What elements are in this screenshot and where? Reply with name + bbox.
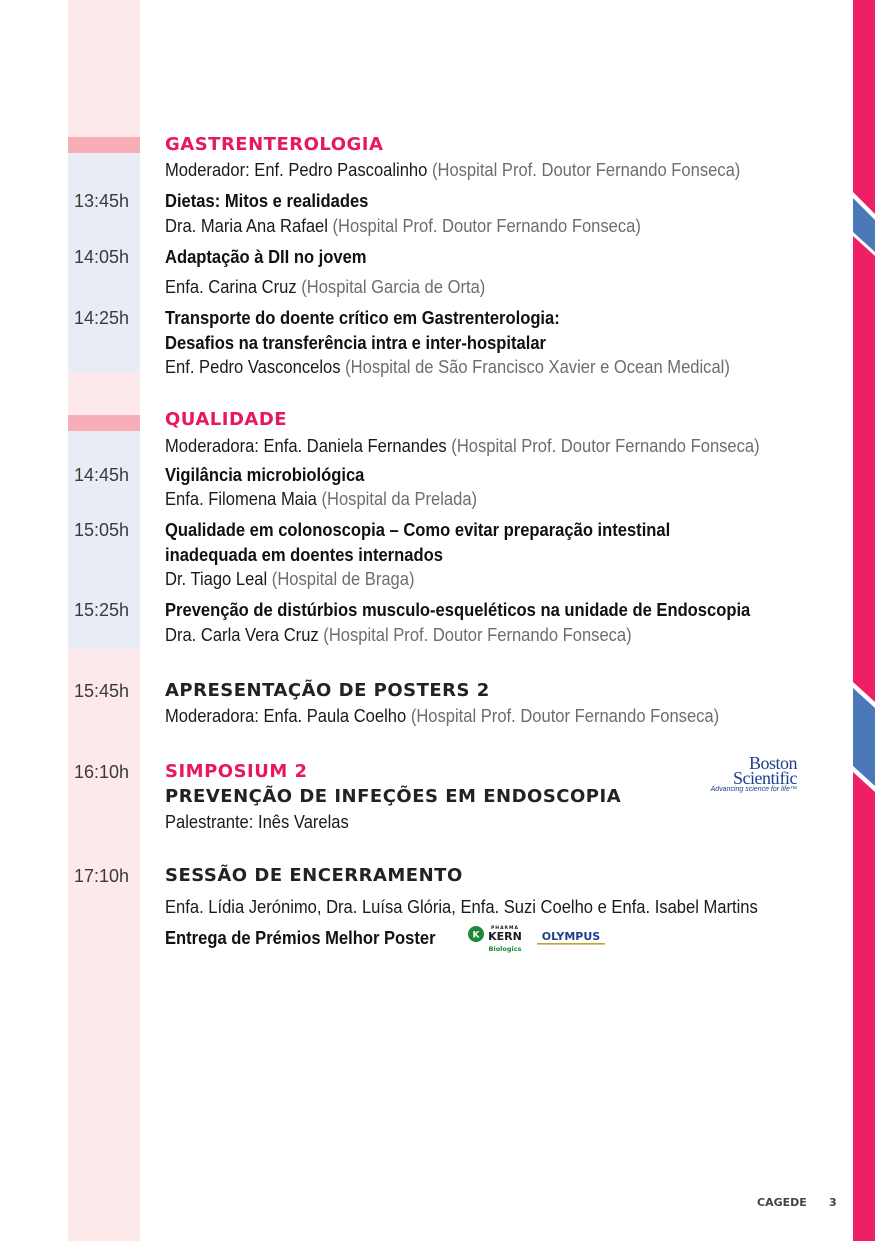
talk-title: Prevenção de distúrbios musculo-esqueléticos na unidade de Endoscopia [165, 600, 751, 620]
logo-text: Boston [748, 753, 797, 773]
kern-pharma-logo [467, 923, 525, 955]
section-title-closing: SESSÃO DE ENCERRAMENTO [165, 865, 463, 886]
page-number: 3 [829, 1196, 837, 1209]
time-column-band [68, 373, 140, 415]
moderator-institution: (Hospital Prof. Doutor Fernando Fonseca) [431, 160, 741, 180]
decorative-side-stripe [853, 0, 875, 1241]
time-column-band [68, 0, 140, 137]
moderator-name: Moderadora: Enfa. Daniela Fernandes [165, 436, 447, 456]
symposium-title: PREVENÇÃO DE INFEÇÕES EM ENDOSCOPIA [165, 786, 622, 807]
talk-title-line2: Desafios na transferência intra e inter-hospitalar [165, 333, 547, 353]
boston-scientific-logo [697, 753, 797, 800]
talk-time: 15:25h [74, 600, 130, 620]
section-bar-gastro [68, 137, 140, 153]
talk-speaker [165, 489, 477, 510]
talk-speaker [165, 625, 632, 646]
symposium-label: SIMPOSIUM 2 [165, 761, 308, 782]
talk-speaker [165, 216, 641, 237]
symposium-speaker: Palestrante: Inês Varelas [165, 812, 349, 832]
section-title-qualidade: QUALIDADE [165, 409, 288, 430]
talk-title-line1: Qualidade em colonoscopia – Como evitar preparação intestinal [165, 520, 671, 540]
talk-speaker [165, 357, 730, 378]
moderator-posters [165, 706, 719, 727]
speaker-name: Dra. Maria Ana Rafael [165, 216, 328, 236]
talk-speaker [165, 569, 414, 590]
posters-time: 15:45h [74, 681, 130, 701]
logo-text: PHARMA [491, 926, 519, 931]
speaker-name: Dr. Tiago Leal [165, 569, 268, 589]
logo-text: OLYMPUS [541, 930, 601, 943]
speaker-name: Enfa. Carina Cruz [165, 277, 297, 297]
olympus-logo [534, 928, 608, 948]
svg-text:K: K [472, 930, 480, 941]
time-column-band [68, 649, 140, 1241]
section-title-gastro: GASTRENTEROLOGIA [165, 134, 384, 155]
talk-time: 13:45h [74, 191, 130, 211]
moderator-name: Moderador: Enf. Pedro Pascoalinho [165, 160, 428, 180]
talk-title: Vigilância microbiológica [165, 465, 365, 485]
logo-text: KERN [488, 930, 522, 943]
moderator-gastro [165, 160, 740, 181]
speaker-institution: (Hospital da Prelada) [321, 489, 478, 509]
talk-speaker [165, 277, 485, 298]
symposium-time: 16:10h [74, 762, 130, 782]
speaker-institution: (Hospital Prof. Doutor Fernando Fonseca) [332, 216, 641, 236]
talk-time: 14:05h [74, 247, 130, 267]
speaker-institution: (Hospital de Braga) [271, 569, 415, 589]
speaker-name: Enf. Pedro Vasconcelos [165, 357, 341, 377]
logo-text: Scientific [733, 768, 797, 788]
awards-text: Entrega de Prémios Melhor Poster [165, 928, 436, 948]
section-title-posters: APRESENTAÇÃO DE POSTERS 2 [165, 680, 490, 701]
speaker-institution: (Hospital de São Francisco Xavier e Ocean Medical) [345, 357, 730, 377]
closing-time: 17:10h [74, 866, 130, 886]
moderator-institution: (Hospital Prof. Doutor Fernando Fonseca) [410, 706, 720, 726]
talk-time: 15:05h [74, 520, 130, 540]
speaker-institution: (Hospital Prof. Doutor Fernando Fonseca) [323, 625, 632, 645]
speaker-name: Dra. Carla Vera Cruz [165, 625, 319, 645]
talk-time: 14:25h [74, 308, 130, 328]
talk-title-line2: inadequada em doentes internados [165, 545, 443, 565]
section-bar-qualidade [68, 415, 140, 431]
moderator-qualidade [165, 436, 760, 457]
talk-time: 14:45h [74, 465, 130, 485]
footer-label: CAGEDE [757, 1196, 807, 1209]
logo-tagline: Advancing science for life™ [710, 786, 797, 793]
speaker-name: Enfa. Filomena Maia [165, 489, 317, 509]
speaker-institution: (Hospital Garcia de Orta) [301, 277, 486, 297]
talk-title: Adaptação à DII no jovem [165, 247, 367, 267]
closing-people: Enfa. Lídia Jerónimo, Dra. Luísa Glória, Enfa. Suzi Coelho e Enfa. Isabel Martins [165, 897, 758, 917]
moderator-name: Moderadora: Enfa. Paula Coelho [165, 706, 407, 726]
moderator-institution: (Hospital Prof. Doutor Fernando Fonseca) [451, 436, 760, 456]
logo-text: Biologics [488, 945, 522, 953]
talk-title-line1: Transporte do doente crítico em Gastrenterologia: [165, 308, 560, 328]
talk-title: Dietas: Mitos e realidades [165, 191, 369, 211]
